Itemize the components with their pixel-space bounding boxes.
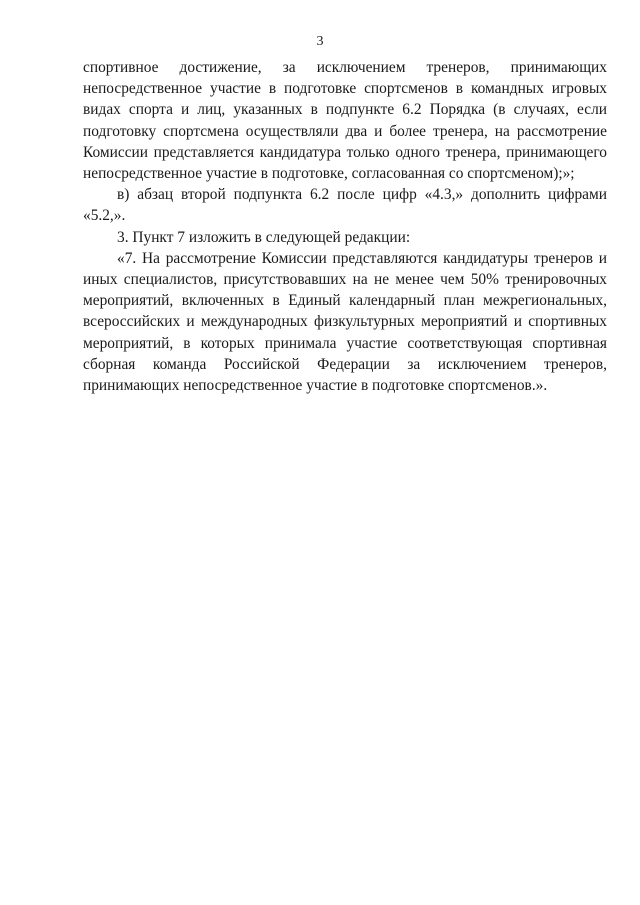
paragraph-continuation: спортивное достижение, за исключением тренеров, принимающих непосредственное участие в подготовке спортсменов в командных игровых видах спорта и лиц, указанных в подпункте 6.2 Порядка (в случаях, если подготовку спортсмена осуществляли два и более тренера, на рассмотрение Комиссии представляется кандидатура только одного тренера, принимающего непосредственное участие в подготовке, согласованная со спортсменом);»;: [83, 59, 607, 183]
paragraph-amendment-v: в) абзац второй подпункта 6.2 после цифр «4.3,» дополнить цифрами «5.2,».: [83, 186, 607, 225]
page-number: 3: [316, 34, 324, 49]
paragraph-item-7-text: «7. На рассмотрение Комиссии представляются кандидатуры тренеров и иных специалистов, присутствовавших на не менее чем 50% тренировочных мероприятий, включенных в Единый календарный план межрегиональных, всероссийских и международных физкультурных мероприятий и спортивных мероприятий, в которых принимала участие соответствующая спортивная сборная команда Российской Федерации за исключением тренеров, принимающих непосредственное участие в подготовке спортсменов.».: [83, 249, 607, 395]
paragraph-item-3: 3. Пункт 7 изложить в следующей редакции:: [117, 228, 411, 246]
document-body: [83, 57, 607, 396]
